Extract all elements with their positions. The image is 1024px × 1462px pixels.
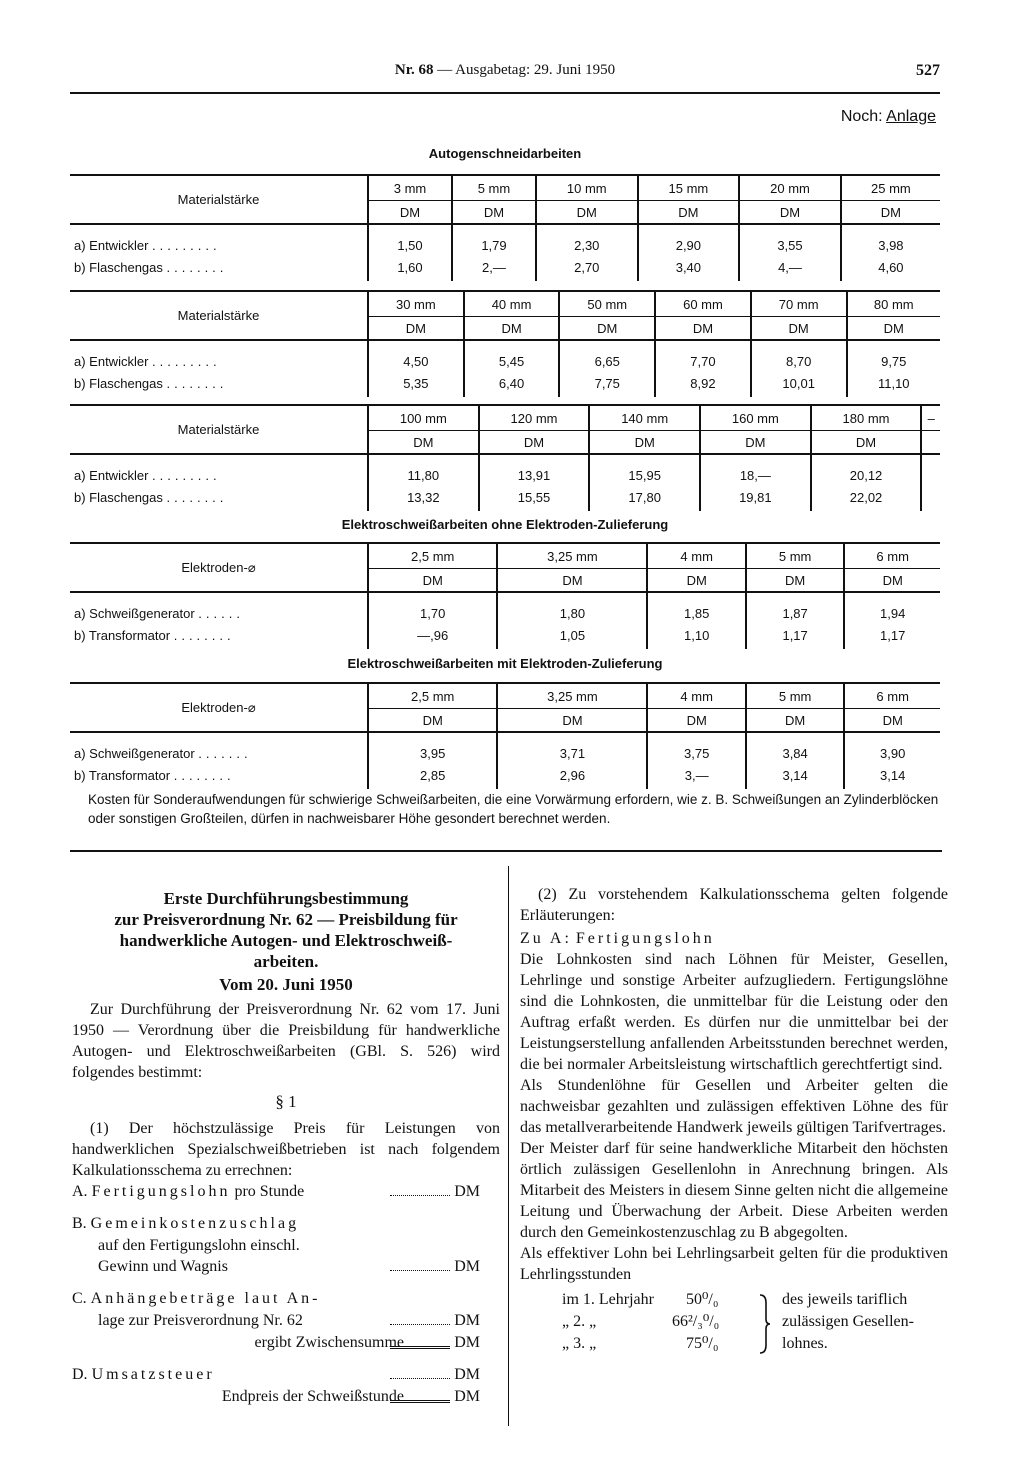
unit-cell: DM xyxy=(847,317,940,341)
leader-dots: ...... xyxy=(198,605,244,621)
page-header xyxy=(70,62,940,86)
leader-dots xyxy=(390,1332,450,1349)
dm-value: DM xyxy=(454,1258,480,1275)
leader-dots xyxy=(390,1256,450,1271)
unit-cell: DM xyxy=(739,201,841,225)
value-cell: 8,70 xyxy=(751,340,847,373)
value-cell: 3,98 xyxy=(841,224,940,257)
value-cell: 3,84 xyxy=(746,732,844,765)
row-label-cell xyxy=(70,625,368,649)
leader-dots: ........ xyxy=(173,627,235,643)
unit-cell: DM xyxy=(638,201,740,225)
leader-dots: ........ xyxy=(173,767,235,783)
schema-key: D. xyxy=(72,1366,88,1383)
lehrling-text: Als effektiver Lohn bei Lehrlingsarbeit gelten für die produktiven Lehrlingsstunden xyxy=(520,1245,948,1283)
value-cell: —,96 xyxy=(368,625,497,649)
table-row xyxy=(70,454,940,487)
schema-item-b xyxy=(72,1213,500,1235)
dm-value: DM xyxy=(454,1388,480,1405)
schema-b-line xyxy=(72,1256,500,1278)
value-cell: 15,55 xyxy=(479,487,590,511)
value-cell: 4,50 xyxy=(368,340,464,373)
size-cell: 60 mm xyxy=(655,291,751,317)
unit-cell: DM xyxy=(589,431,700,455)
size-cell: 50 mm xyxy=(559,291,655,317)
row-label-cell xyxy=(70,487,368,511)
size-cell: 10 mm xyxy=(536,175,638,201)
schema-item-a xyxy=(72,1181,500,1203)
value-cell: 2,70 xyxy=(536,257,638,281)
value-cell: 3,— xyxy=(647,765,745,789)
size-cell: 30 mm xyxy=(368,291,464,317)
row-label-text: b) Flaschengas xyxy=(74,489,163,505)
lehrjahr-1: im 1. Lehrjahr xyxy=(562,1291,654,1308)
row-label-text: a) Schweißgenerator xyxy=(74,605,195,621)
size-row xyxy=(70,543,940,569)
value-cell: 1,80 xyxy=(497,592,647,625)
leader-dots: ......... xyxy=(152,353,221,369)
row-label-text: a) Schweißgenerator xyxy=(74,745,195,761)
value-cell: 1,85 xyxy=(647,592,745,625)
regulation-date: Vom 20. Juni 1950 xyxy=(219,975,353,994)
value-cell: 1,17 xyxy=(746,625,844,649)
size-cell: 3,25 mm xyxy=(497,683,647,709)
unit-cell: DM xyxy=(746,569,844,593)
schema-b-text: Gewinn und Wagnis xyxy=(98,1258,228,1275)
size-cell: 5 mm xyxy=(746,543,844,569)
value-cell: 17,80 xyxy=(589,487,700,511)
lehrjahr-2-pct: 66²/₃⁰/₀ xyxy=(672,1313,720,1330)
row-label-text: b) Flaschengas xyxy=(74,375,163,391)
size-cell: 40 mm xyxy=(464,291,560,317)
row-label: Materialstärke xyxy=(70,405,368,454)
value-cell: 1,10 xyxy=(647,625,745,649)
value-cell: 7,75 xyxy=(559,373,655,397)
dm-value: DM xyxy=(454,1334,480,1351)
row-label-text: a) Entwickler xyxy=(74,353,149,369)
value-cell: 10,01 xyxy=(751,373,847,397)
value-cell: 1,05 xyxy=(497,625,647,649)
autogen-table-2 xyxy=(70,290,940,397)
row-label: Elektroden-⌀ xyxy=(70,543,368,592)
value-cell: 1,94 xyxy=(844,592,940,625)
unit-cell: DM xyxy=(844,709,940,733)
unit-cell: DM xyxy=(368,569,497,593)
leader-dots: ......... xyxy=(152,467,221,483)
leader-dots: ......... xyxy=(152,237,221,253)
appendix-word: Anlage xyxy=(886,108,936,125)
size-row xyxy=(70,175,940,201)
header-rule xyxy=(70,92,940,94)
value-cell: 6,65 xyxy=(559,340,655,373)
size-cell: 20 mm xyxy=(739,175,841,201)
header-center xyxy=(70,62,940,79)
value-cell: 13,32 xyxy=(368,487,479,511)
size-cell: 25 mm xyxy=(841,175,940,201)
row-label-cell xyxy=(70,373,368,397)
unit-cell: DM xyxy=(746,709,844,733)
size-cell: 6 mm xyxy=(844,683,940,709)
unit-cell: DM xyxy=(655,317,751,341)
size-row xyxy=(70,291,940,317)
autogen-title: Autogenschneidarbeiten xyxy=(428,146,582,161)
value-cell: 15,95 xyxy=(589,454,700,487)
row-label: Materialstärke xyxy=(70,291,368,340)
unit-cell: DM xyxy=(559,317,655,341)
row-label-cell xyxy=(70,257,368,281)
lehrjahr-3: „ 3. „ xyxy=(562,1335,597,1352)
title-line: zur Preisverordnung Nr. 62 — Preisbildung für xyxy=(114,910,458,929)
row-label-cell xyxy=(70,454,368,487)
zu-a-label: Fertigungslohn xyxy=(575,930,715,947)
row-label-cell xyxy=(70,732,368,765)
row-label-text: b) Flaschengas xyxy=(74,259,163,275)
unit-cell: DM xyxy=(368,431,479,455)
schema-c-line xyxy=(72,1310,500,1332)
unit-cell: DM xyxy=(479,431,590,455)
value-cell: 3,14 xyxy=(746,765,844,789)
appendix-prefix: Noch: xyxy=(840,108,883,125)
elektro-mit-title: Elektroschweißarbeiten mit Elektroden-Zulieferung xyxy=(347,656,663,671)
dm-value: DM xyxy=(454,1366,480,1383)
cost-note: Kosten für Sonderaufwendungen für schwierige Schweißarbeiten, die eine Vorwärmung erfordern, wie z. B. Schweißungen an Zylinderblöcken oder sonstigen Großteilen, dürfen in nachweisbarer Höhe gesondert berechnet werden. xyxy=(88,792,939,826)
subtotal-label: ergibt Zwischensumme xyxy=(254,1334,404,1351)
schema-key: A. xyxy=(72,1183,88,1200)
value-cell: 7,70 xyxy=(655,340,751,373)
lehrjahr-block xyxy=(520,1289,948,1357)
unit-cell: DM xyxy=(647,569,745,593)
elektro-mit-table xyxy=(70,682,940,789)
brace-icon xyxy=(758,1293,772,1355)
table-row xyxy=(70,592,940,625)
value-cell: 3,71 xyxy=(497,732,647,765)
leader-dots: ....... xyxy=(198,745,252,761)
value-cell: 9,75 xyxy=(847,340,940,373)
schema-label: Fertigungslohn xyxy=(91,1183,231,1200)
leader-dots xyxy=(390,1181,450,1196)
unit-cell: DM xyxy=(497,709,647,733)
value-cell: 1,79 xyxy=(452,224,536,257)
schema-suffix: pro Stunde xyxy=(234,1183,305,1200)
unit-cell xyxy=(921,431,940,455)
schema-label: Anhängebeträge laut An- xyxy=(90,1290,321,1307)
size-cell: 160 mm xyxy=(700,405,811,431)
stundenlohn-text: Als Stundenlöhne für Gesellen und Arbeiter gelten die nachweisbar gezahlten und zulässigen effektiven Löhne des für das metallverarbeitende Handwerk jeweils gültigen Tarifvertrages. xyxy=(520,1077,948,1136)
appendix-label xyxy=(841,108,936,126)
lehrjahr-1-pct: 50⁰/₀ xyxy=(686,1291,719,1308)
size-cell: 4 mm xyxy=(647,683,745,709)
lehrjahr-2: „ 2. „ xyxy=(562,1313,597,1330)
value-cell: 2,— xyxy=(452,257,536,281)
size-cell: 5 mm xyxy=(746,683,844,709)
brace-text: zulässigen Gesellen- xyxy=(782,1313,914,1330)
unit-cell: DM xyxy=(368,201,452,225)
intro-paragraph: Zur Durchführung der Preisverordnung Nr. 62 vom 17. Juni 1950 — Verordnung über die Preisbildung für handwerkliche Autogen- und Elektroschweißarbeiten (GBl. S. 526) wird folgendes bestimmt: xyxy=(72,1001,500,1081)
table-row xyxy=(70,340,940,373)
autogen-table-1 xyxy=(70,174,940,281)
size-cell: 70 mm xyxy=(751,291,847,317)
schema-b-line: auf den Fertigungslohn einschl. xyxy=(98,1237,300,1254)
elektro-ohne-title: Elektroschweißarbeiten ohne Elektroden-Zulieferung xyxy=(341,517,669,532)
schema-key: C. xyxy=(72,1290,87,1307)
unit-cell: DM xyxy=(368,709,497,733)
leader-dots: ........ xyxy=(166,375,228,391)
row-label-text: b) Transformator xyxy=(74,767,171,783)
leader-dots xyxy=(390,1310,450,1325)
total-label: Endpreis der Schweißstunde xyxy=(221,1388,404,1405)
elektro-ohne-table xyxy=(70,542,940,649)
unit-cell: DM xyxy=(452,201,536,225)
zu-a-heading xyxy=(520,928,948,949)
table-row xyxy=(70,487,940,511)
value-cell xyxy=(921,454,940,487)
value-cell: 20,12 xyxy=(811,454,922,487)
size-cell: 2,5 mm xyxy=(368,543,497,569)
lehrjahr-3-pct: 75⁰/₀ xyxy=(686,1335,719,1352)
schema-item-d xyxy=(72,1364,500,1386)
value-cell: 18,— xyxy=(700,454,811,487)
value-cell: 2,85 xyxy=(368,765,497,789)
value-cell: 2,30 xyxy=(536,224,638,257)
table-row xyxy=(70,765,940,789)
issue-date: — Ausgabetag: 29. Juni 1950 xyxy=(437,62,616,78)
paragraph-2: (2) Zu vorstehendem Kalkulationsschema gelten folgende Erläuterungen: xyxy=(520,886,948,924)
title-line: arbeiten. xyxy=(253,952,319,971)
leader-dots xyxy=(390,1386,450,1403)
page-number: 527 xyxy=(916,62,940,79)
table-row xyxy=(70,732,940,765)
value-cell: 3,14 xyxy=(844,765,940,789)
autogen-table-3 xyxy=(70,404,940,511)
unit-cell: DM xyxy=(844,569,940,593)
row-label-text: a) Entwickler xyxy=(74,467,149,483)
value-cell: 2,90 xyxy=(638,224,740,257)
schema-key: B. xyxy=(72,1215,87,1232)
value-cell: 1,17 xyxy=(844,625,940,649)
size-cell: 3 mm xyxy=(368,175,452,201)
row-label-cell xyxy=(70,592,368,625)
leader-dots: ........ xyxy=(166,259,228,275)
zu-a-prefix: Zu A: xyxy=(520,930,572,947)
value-cell: 6,40 xyxy=(464,373,560,397)
row-label-text: a) Entwickler xyxy=(74,237,149,253)
column-divider xyxy=(508,866,509,1426)
size-cell: 100 mm xyxy=(368,405,479,431)
size-cell: 140 mm xyxy=(589,405,700,431)
row-label-text: b) Transformator xyxy=(74,627,171,643)
schema-label: Gemeinkostenzuschlag xyxy=(90,1215,300,1232)
size-row xyxy=(70,405,940,431)
size-row xyxy=(70,683,940,709)
value-cell: 3,55 xyxy=(739,224,841,257)
size-cell: 5 mm xyxy=(452,175,536,201)
value-cell: 4,60 xyxy=(841,257,940,281)
zu-a-text: Die Lohnkosten sind nach Löhnen für Meister, Gesellen, Lehrlinge und sonstige Arbeiter aufzugliedern. Fertigungslöhne sind die Lohnkosten, die unmittelbar für die Leistung oder den Auftrag erfaßt werden. Es dürfen nur die unmittelbar bei der Leistungserstellung anfallenden Arbeitsstunden berechnet werden, die bei normaler Arbeitsleistung wirtschaftlich gerechtfertigt sind. xyxy=(520,951,948,1073)
row-label: Elektroden-⌀ xyxy=(70,683,368,732)
row-label-cell xyxy=(70,340,368,373)
value-cell: 5,35 xyxy=(368,373,464,397)
value-cell: 3,75 xyxy=(647,732,745,765)
size-cell: 15 mm xyxy=(638,175,740,201)
unit-cell: DM xyxy=(647,709,745,733)
unit-cell: DM xyxy=(700,431,811,455)
meister-text: Der Meister darf für seine handwerkliche Mitarbeit den höchsten örtlich zulässigen Gesellenlohn in Anrechnung bringen. Als Mitarbeit des Meisters in diesem Sinne gelten nicht die allgemeine Leitung und Überwachung der Arbeit. Diese Arbeiten werden durch den Gemeinkostenzuschlag zu B abgegolten. xyxy=(520,1140,948,1241)
size-cell: 120 mm xyxy=(479,405,590,431)
schema-item-c xyxy=(72,1288,500,1310)
value-cell: 2,96 xyxy=(497,765,647,789)
unit-cell: DM xyxy=(536,201,638,225)
size-cell: 180 mm xyxy=(811,405,922,431)
right-column xyxy=(520,884,948,1357)
table-row xyxy=(70,224,940,257)
size-cell: 3,25 mm xyxy=(497,543,647,569)
unit-cell: DM xyxy=(751,317,847,341)
value-cell: 1,50 xyxy=(368,224,452,257)
size-cell: 2,5 mm xyxy=(368,683,497,709)
row-label-cell xyxy=(70,765,368,789)
table-row xyxy=(70,625,940,649)
value-cell: 11,80 xyxy=(368,454,479,487)
schema-subtotal xyxy=(72,1332,500,1354)
dm-value: DM xyxy=(454,1183,480,1200)
title-line: handwerkliche Autogen- und Elektroschweiß- xyxy=(119,931,453,950)
issue-number: Nr. 68 xyxy=(394,62,434,78)
value-cell: 19,81 xyxy=(700,487,811,511)
brace-text: lohnes. xyxy=(782,1335,828,1352)
size-cell: 4 mm xyxy=(647,543,745,569)
unit-cell: DM xyxy=(368,317,464,341)
value-cell: 8,92 xyxy=(655,373,751,397)
value-cell: 5,45 xyxy=(464,340,560,373)
leader-dots xyxy=(390,1364,450,1379)
value-cell xyxy=(921,487,940,511)
dm-value: DM xyxy=(454,1312,480,1329)
value-cell: 3,90 xyxy=(844,732,940,765)
unit-cell: DM xyxy=(464,317,560,341)
left-column xyxy=(72,888,500,1408)
leader-dots: ........ xyxy=(166,489,228,505)
value-cell: 1,70 xyxy=(368,592,497,625)
title-line: Erste Durchführungsbestimmung xyxy=(163,889,409,908)
value-cell: 3,95 xyxy=(368,732,497,765)
table-row xyxy=(70,373,940,397)
value-cell: 11,10 xyxy=(847,373,940,397)
value-cell: 3,40 xyxy=(638,257,740,281)
value-cell: 4,— xyxy=(739,257,841,281)
size-cell: – xyxy=(921,405,940,431)
schema-c-text: lage zur Preisverordnung Nr. 62 xyxy=(98,1312,303,1329)
row-label-cell xyxy=(70,224,368,257)
row-label: Materialstärke xyxy=(70,175,368,224)
brace-text: des jeweils tariflich xyxy=(782,1291,908,1308)
value-cell: 22,02 xyxy=(811,487,922,511)
schema-total xyxy=(72,1386,500,1408)
unit-cell: DM xyxy=(497,569,647,593)
paragraph-1: (1) Der höchstzulässige Preis für Leistungen von handwerklichen Spezialschweißbetrieben ist nach folgendem Kalkulationsschema zu errechnen: xyxy=(72,1120,500,1179)
schema-label: Umsatzsteuer xyxy=(91,1366,215,1383)
value-cell: 13,91 xyxy=(479,454,590,487)
value-cell: 1,60 xyxy=(368,257,452,281)
unit-cell: DM xyxy=(811,431,922,455)
size-cell: 80 mm xyxy=(847,291,940,317)
table-row xyxy=(70,257,940,281)
regulation-title xyxy=(72,888,500,972)
size-cell: 6 mm xyxy=(844,543,940,569)
section-rule xyxy=(70,850,942,852)
value-cell: 1,87 xyxy=(746,592,844,625)
section-symbol: § 1 xyxy=(275,1092,297,1111)
unit-cell: DM xyxy=(841,201,940,225)
